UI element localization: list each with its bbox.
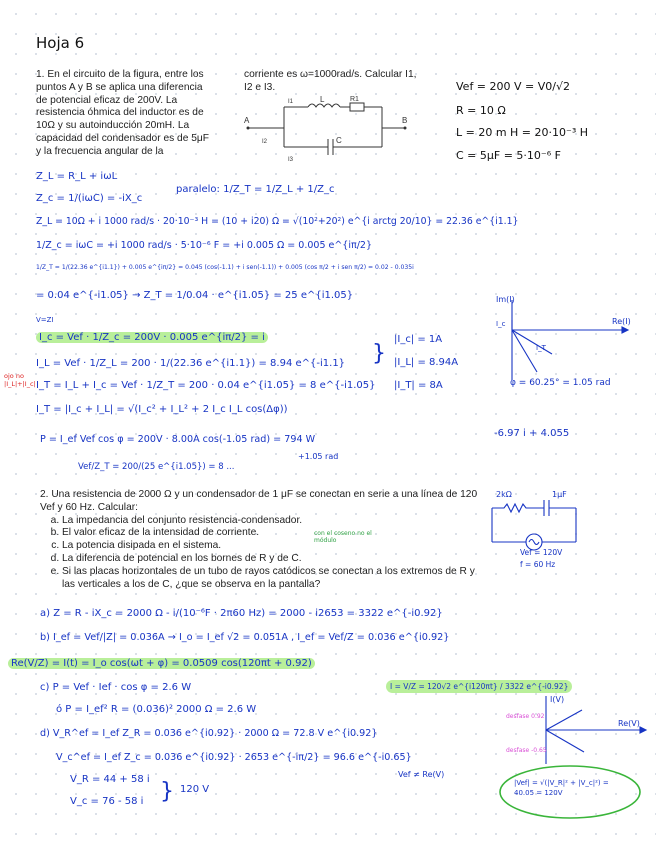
red-note: ojo no |I_L|+|I_c| <box>4 372 36 388</box>
p2-line-d-vr: d) V_R^ef = I_ef Z_R = 0.036 e^{i0.92} · 2000 Ω = 72.8 V e^{i0.92} <box>40 728 378 739</box>
p2-line-d-vc: V_c^ef = I_ef Z_c = 0.036 e^{i0.92} · 2653 e^{-iπ/2} = 96.6 e^{-i0.65} <box>56 752 412 763</box>
phasor2-vc-label: desfase -0.65 <box>506 747 547 754</box>
p1-line-power-phase: +1.05 rad <box>298 452 339 461</box>
phasor1-ic-label: I_c <box>496 320 506 328</box>
p1-line-it: I_T = I_L + I_c = Vef · 1/Z_T = 200 · 0.04 e^{i1.05} = 8 e^{-i1.05} <box>36 380 376 391</box>
results-brace: } <box>372 341 386 366</box>
phasor2-x-label: Re(V) <box>618 719 640 728</box>
label-i2: I2 <box>262 139 268 145</box>
p1-line-parallel: paralelo: 1/Z_T = 1/Z_L + 1/Z_c <box>176 184 335 195</box>
label-l: L <box>320 95 325 104</box>
p2-vef-note: Vef ≠ Re(V) <box>398 770 445 779</box>
circuit2-f-label: f = 60 Hz <box>520 560 556 569</box>
phasor2-vr-label: desfase 0.92 <box>506 713 545 720</box>
result-it: |I_T| = 8A <box>394 380 443 391</box>
given-vef: Vef = 200 V = V0/√2 <box>456 80 570 93</box>
p1-line-vzi: V=ZI <box>36 316 54 324</box>
problem2-item-b: b. El valor eficaz de la intensidad de corriente. <box>62 527 480 540</box>
phasor2-y-label: I(V) <box>550 695 565 704</box>
p1-line-zt: = 0.04 e^{-i1.05} → Z_T = 1/0.04 · e^{i1.05} = 25 e^{i1.05} <box>36 290 354 301</box>
problem1-statement-left: 1. En el circuito de la figura, entre los puntos A y B se aplica una diferencia de potencial eficaz de 200V. La resistencia óhmica del inductor es de 10Ω y su autoinducción 20mH. La capacidad del condensador es de 5μF y la frecuencia angular de la <box>36 69 209 157</box>
p2-line-c2: ó P = I_ef² R = (0.036)² 2000 Ω = 2.6 W <box>56 704 257 715</box>
p2-line-b: b) I_ef = Vef/|Z| = 0.036A → I_o = I_ef √2 = 0.051A , I_ef = Vef/Z = 0.036 e^{i0.92} <box>40 632 450 643</box>
p2-line-it <box>8 658 315 669</box>
it-highlight: Re(V/Z) = I(t) = I_o cos(ωt + φ) = 0.0509 cos(120πt + 0.92) <box>8 658 315 669</box>
page-title: Hoja 6 <box>36 34 85 52</box>
problem2-items <box>40 515 480 592</box>
result-il: |I_L| = 8.94A <box>394 357 459 368</box>
label-c: C <box>336 136 342 145</box>
label-i1: I1 <box>288 99 294 105</box>
label-i3: I3 <box>288 157 294 163</box>
given-l: L = 20 m H = 20·10⁻³ H <box>456 126 588 139</box>
circuit2-c-label: 1μF <box>552 490 567 499</box>
p1-line-zc-def: Z_c = 1/(iωC) = -iX_c <box>36 193 143 204</box>
p1-line-power: P = I_ef Vef cos φ = 200V · 8.00A cos(-1.05 rad) = 794 W <box>40 434 316 445</box>
p1-line-inv-zc: 1/Z_c = iωC = +i 1000 rad/s · 5·10⁻⁶ F = +i 0.005 Ω = 0.005 e^{iπ/2} <box>36 240 373 251</box>
circuit2-v-label: Vef = 120V <box>520 548 563 557</box>
circled-result: |Vef| = √(|V_R|² + |V_c|²) = 40.05 = 120V <box>514 779 609 797</box>
p2-line-c: c) P = Vef · Ief · cos φ = 2.6 W <box>40 682 192 693</box>
problem2-item-c: c. La potencia disipada en el sistema. <box>62 540 480 553</box>
phasor-diagram-1 <box>492 292 642 392</box>
problem2-item-a: a. La impedancia del conjunto resistencia-condensador. <box>62 515 480 528</box>
p2-line-vr-comp: V_R = 44 + 58 i <box>70 774 150 785</box>
problem1-statement-right: corriente es ω=1000rad/s. Calcular I1, I2 e I3. <box>244 69 417 93</box>
given-r: R = 10 Ω <box>456 104 506 117</box>
p1-line-ic <box>36 332 268 343</box>
circuit-diagram-1 <box>240 95 420 170</box>
complex-value: -6.97 i + 4.055 <box>494 428 570 439</box>
formula-highlight: I = V/Z = 120√2 e^{i120πt} / 3322 e^{-i0.92} <box>386 680 572 693</box>
p1-line-zl-def: Z_L = R_L + iωL <box>36 171 118 182</box>
problem2-item-d: d. La diferencia de potencial en los bornes de R y de C. <box>62 553 480 566</box>
ic-highlight: I_c = Vef · 1/Z_c = 200V · 0.005 e^{iπ/2} = i <box>36 332 268 343</box>
phase-angle: φ = 60.25° = 1.05 rad <box>510 378 611 388</box>
phasor1-y-label: Im(I) <box>496 295 515 304</box>
p2-line-a: a) Z = R - iX_c = 2000 Ω - i/(10⁻⁶F · 2π60 Hz) = 2000 - i2653 = 3322 e^{-i0.92} <box>40 608 443 619</box>
p2-brace: } <box>160 779 174 804</box>
given-c: C = 5μF = 5·10⁻⁶ F <box>456 149 561 162</box>
phasor1-x-label: Re(I) <box>612 317 631 326</box>
result-ic: |I_c| = 1A <box>394 334 443 345</box>
green-note: con el coseno no el módulo <box>314 530 372 544</box>
problem2-statement <box>40 489 480 591</box>
label-a: A <box>244 116 250 125</box>
p1-line-inv-zt: 1/Z_T = 1/(22.36 e^{i1.1}) + 0.005 e^{iπ/2} = 0.045 (cos(-1.1) + i sen(-1.1)) + 0.005 (cos π/2 + i sen π/2) = 0.02 - 0.035i <box>36 264 414 271</box>
p2-line-vc-comp: V_c = 76 - 58 i <box>70 796 144 807</box>
phasor-diagram-2 <box>506 690 652 770</box>
label-b: B <box>402 116 408 125</box>
phasor1-it-label: I_T <box>536 344 546 352</box>
p1-line-it-mod: I_T = |I_c + I_L| = √(I_c² + I_L² + 2 I_c I_L cos(Δφ)) <box>36 404 288 415</box>
p2-120v: 120 V <box>180 784 210 795</box>
p1-line-vef-zt: Vef/Z_T = 200/(25 e^{i1.05}) = 8 ... <box>78 462 235 472</box>
p1-line-zl-value: Z_L = 10Ω + i 1000 rad/s · 20·10⁻³ H = (10 + i20) Ω = √(10²+20²) e^{i arctg 20/10} = 22.36 e^{i1.1} <box>36 216 519 227</box>
problem2-item-e: e. Si las placas horizontales de un tubo de rayos catódicos se conectan a los extremos de R y las verticales a los de C, ¿que se observa en la pantalla? <box>62 566 480 592</box>
circuit2-r-label: 2kΩ <box>496 490 512 499</box>
p1-line-il: I_L = Vef · 1/Z_L = 200 · 1/(22.36 e^{i1.1}) = 8.94 e^{-i1.1} <box>36 358 346 369</box>
label-r1: R1 <box>350 96 359 103</box>
problem2-intro: 2. Una resistencia de 2000 Ω y un condensador de 1 μF se conectan en serie a una línea de 120 Vef y 60 Hz. Calcular: <box>40 489 478 513</box>
